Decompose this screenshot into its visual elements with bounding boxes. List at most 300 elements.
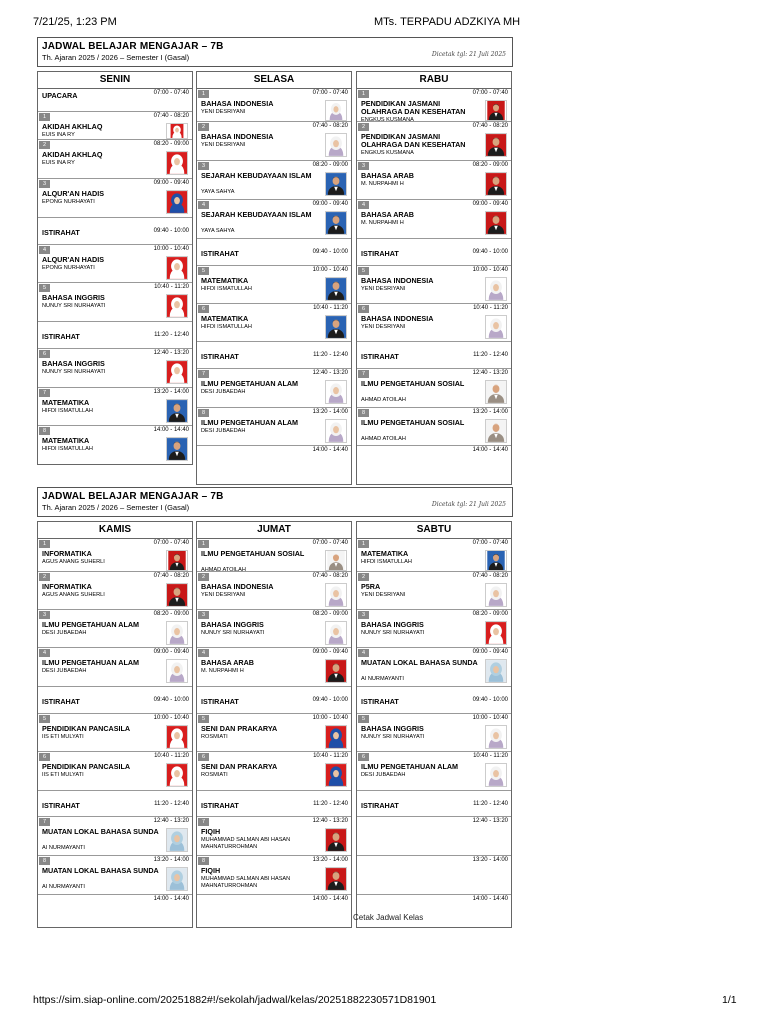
slot-time: 07:40 - 08:20 — [153, 113, 189, 119]
lesson-slot — [357, 89, 511, 122]
teacher-name: IIS ETI MULYATI — [42, 772, 84, 778]
slot-time: 07:40 - 08:20 — [312, 123, 348, 129]
lesson-slot — [357, 122, 511, 161]
slot-time: 14:00 - 14:40 — [312, 447, 348, 453]
slot-time: 11:20 - 12:40 — [154, 801, 189, 807]
subject-name: BAHASA INDONESIA — [361, 276, 434, 285]
slot-time: 13:20 - 14:00 — [312, 409, 348, 415]
subject-name: SEJARAH KEBUDAYAAN ISLAM — [201, 171, 312, 180]
subject-name: ALQUR'AN HADIS — [42, 189, 105, 198]
slot-time: 09:40 - 10:00 — [312, 249, 348, 255]
lesson-slot — [197, 161, 351, 200]
break-label: ISTIRAHAT — [201, 697, 239, 706]
subject-name: AKIDAH AKHLAQ — [42, 150, 103, 159]
subject-name: MATEMATIKA — [42, 436, 90, 445]
lesson-slot — [357, 572, 511, 610]
slot-number: 1 — [39, 113, 50, 121]
slot-number: 1 — [198, 90, 209, 98]
lesson-slot — [357, 408, 511, 446]
lesson-slot — [38, 140, 192, 179]
slot-number: 4 — [358, 649, 369, 657]
day-header: SELASA — [197, 72, 351, 89]
teacher-name: YENI DESRIYANI — [361, 324, 406, 330]
slot-time: 09:00 - 09:40 — [312, 649, 348, 655]
lesson-slot — [357, 895, 511, 927]
subject-name: FIQIH — [201, 827, 221, 836]
lesson-slot — [38, 714, 192, 752]
break-label: ISTIRAHAT — [42, 801, 80, 810]
teacher-name: HIFDI ISMATULLAH — [201, 324, 252, 330]
teacher-photo — [325, 277, 347, 301]
day-column-rabu — [356, 71, 512, 485]
slot-number: 6 — [39, 753, 50, 761]
day-header: SENIN — [38, 72, 192, 89]
lesson-slot — [357, 446, 511, 484]
slot-number: 1 — [358, 90, 369, 98]
schedule-subtitle: Th. Ajaran 2025 / 2026 – Semester I (Gasal) — [42, 503, 190, 512]
break-slot — [197, 342, 351, 369]
print-url: https://sim.siap-online.com/20251882#!/sekolah/jadwal/kelas/20251882230571D81901 — [33, 994, 437, 1006]
slot-number: 1 — [39, 540, 50, 548]
day-header: RABU — [357, 72, 511, 89]
lesson-slot — [357, 161, 511, 200]
lesson-slot — [38, 648, 192, 687]
slot-time: 07:00 - 07:40 — [472, 540, 508, 546]
teacher-photo — [166, 621, 188, 645]
slot-time: 09:40 - 10:00 — [472, 697, 508, 703]
lesson-slot — [38, 349, 192, 388]
day-column-kamis — [37, 521, 193, 928]
teacher-name: EPONG NURHAYATI — [42, 199, 95, 205]
break-slot — [197, 239, 351, 266]
slot-number: 8 — [198, 409, 209, 417]
subject-name: MUATAN LOKAL BAHASA SUNDA — [361, 658, 478, 667]
break-label: ISTIRAHAT — [361, 801, 399, 810]
break-slot — [38, 322, 192, 349]
slot-time: 10:00 - 10:40 — [472, 267, 508, 273]
slot-number: 4 — [39, 246, 50, 254]
break-label: ISTIRAHAT — [42, 332, 80, 341]
slot-time: 08:20 - 09:00 — [153, 141, 189, 147]
slot-number: 2 — [358, 123, 369, 131]
subject-name: UPACARA — [42, 91, 78, 100]
break-label: ISTIRAHAT — [201, 249, 239, 258]
lesson-slot — [197, 572, 351, 610]
slot-number: 4 — [198, 201, 209, 209]
slot-time: 12:40 - 13:20 — [472, 818, 508, 824]
teacher-name: DESI JUBAEDAH — [42, 630, 87, 636]
teacher-name: YAYA SAHYA — [201, 189, 235, 195]
slot-time: 14:00 - 14:40 — [472, 447, 508, 453]
teacher-photo — [166, 190, 188, 214]
teacher-photo — [485, 277, 507, 301]
day-header: JUMAT — [197, 522, 351, 539]
subject-name: MUATAN LOKAL BAHASA SUNDA — [42, 866, 159, 875]
lesson-slot — [197, 304, 351, 342]
slot-number: 4 — [39, 649, 50, 657]
print-class-schedule-link[interactable]: Cetak Jadwal Kelas — [353, 913, 424, 922]
lesson-slot — [38, 539, 192, 572]
teacher-photo — [166, 763, 188, 787]
subject-name: SEJARAH KEBUDAYAAN ISLAM — [201, 210, 312, 219]
teacher-name: M. NURPAHMI H — [361, 181, 404, 187]
day-header: SABTU — [357, 522, 511, 539]
lesson-slot — [357, 648, 511, 687]
slot-number: 4 — [198, 649, 209, 657]
teacher-name: DESI JUBAEDAH — [42, 668, 87, 674]
day-column-senin — [37, 71, 193, 465]
break-slot — [38, 687, 192, 714]
subject-name: ILMU PENGETAHUAN ALAM — [42, 658, 140, 667]
day-column-selasa — [196, 71, 352, 485]
slot-time: 08:20 - 09:00 — [312, 611, 348, 617]
lesson-slot — [357, 610, 511, 648]
slot-time: 14:00 - 14:40 — [153, 896, 189, 902]
slot-number: 3 — [358, 611, 369, 619]
slot-time: 09:00 - 09:40 — [472, 649, 508, 655]
teacher-name: ROSMIATI — [201, 772, 228, 778]
slot-time: 10:00 - 10:40 — [153, 715, 189, 721]
slot-number: 6 — [39, 350, 50, 358]
subject-name: ILMU PENGETAHUAN SOSIAL — [201, 549, 305, 558]
teacher-name: NUNUY SRI NURHAYATI — [361, 734, 425, 740]
lesson-slot — [38, 752, 192, 791]
teacher-name: AHMAD ATOILAH — [361, 397, 406, 403]
schedule-title: JADWAL BELAJAR MENGAJAR – 7B — [42, 41, 224, 52]
lesson-slot — [357, 856, 511, 895]
teacher-photo — [166, 256, 188, 280]
lesson-slot — [38, 89, 192, 112]
slot-time: 11:20 - 12:40 — [313, 352, 348, 358]
teacher-photo — [485, 172, 507, 196]
teacher-photo — [325, 419, 347, 443]
slot-time: 08:20 - 09:00 — [312, 162, 348, 168]
teacher-photo — [166, 583, 188, 607]
teacher-name: AGUS ANANG SUHERLI — [42, 592, 105, 598]
subject-name: BAHASA INDONESIA — [201, 582, 274, 591]
slot-time: 13:20 - 14:00 — [472, 857, 508, 863]
slot-time: 10:40 - 11:20 — [154, 284, 189, 290]
lesson-slot — [197, 752, 351, 791]
slot-time: 11:20 - 12:40 — [473, 801, 508, 807]
break-label: ISTIRAHAT — [201, 801, 239, 810]
subject-name: P5RA — [361, 582, 381, 591]
day-header: KAMIS — [38, 522, 192, 539]
slot-time: 09:00 - 09:40 — [472, 201, 508, 207]
teacher-photo — [325, 380, 347, 404]
slot-time: 14:00 - 14:40 — [472, 896, 508, 902]
teacher-photo — [485, 380, 507, 404]
teacher-name: DESI JUBAEDAH — [201, 428, 246, 434]
slot-time: 14:00 - 14:40 — [312, 896, 348, 902]
slot-number: 8 — [39, 427, 50, 435]
slot-time: 09:00 - 09:40 — [153, 649, 189, 655]
lesson-slot — [357, 304, 511, 342]
subject-name: ILMU PENGETAHUAN ALAM — [201, 379, 299, 388]
lesson-slot — [38, 112, 192, 140]
slot-number: 4 — [358, 201, 369, 209]
slot-time: 09:40 - 10:00 — [153, 697, 189, 703]
slot-time: 10:00 - 10:40 — [472, 715, 508, 721]
teacher-photo — [166, 725, 188, 749]
teacher-name: MUHAMMAD SALMAN ABI HASAN MAHNATURROHMAN — [201, 837, 291, 850]
slot-time: 07:00 - 07:40 — [312, 90, 348, 96]
slot-time: 11:20 - 12:40 — [313, 801, 348, 807]
slot-time: 12:40 - 13:20 — [312, 370, 348, 376]
lesson-slot — [197, 89, 351, 122]
schedule-header — [37, 37, 513, 67]
slot-time: 07:40 - 08:20 — [312, 573, 348, 579]
break-label: ISTIRAHAT — [42, 697, 80, 706]
day-column-sabtu — [356, 521, 512, 928]
slot-time: 09:40 - 10:00 — [312, 697, 348, 703]
slot-time: 08:20 - 09:00 — [153, 611, 189, 617]
print-page-number: 1/1 — [722, 994, 737, 1006]
teacher-name: DESI JUBAEDAH — [201, 389, 246, 395]
subject-name: INFORMATIKA — [42, 582, 92, 591]
teacher-name: YENI DESRIYANI — [361, 286, 406, 292]
teacher-photo — [325, 550, 347, 571]
slot-time: 09:40 - 10:00 — [153, 228, 189, 234]
teacher-photo — [485, 763, 507, 787]
teacher-photo — [485, 315, 507, 339]
teacher-photo — [485, 725, 507, 749]
slot-time: 11:20 - 12:40 — [473, 352, 508, 358]
slot-number: 8 — [358, 409, 369, 417]
subject-name: PENDIDIKAN PANCASILA — [42, 724, 131, 733]
lesson-slot — [357, 539, 511, 572]
teacher-photo — [166, 123, 188, 139]
lesson-slot — [197, 408, 351, 446]
subject-name: MATEMATIKA — [42, 398, 90, 407]
slot-time: 10:00 - 10:40 — [312, 715, 348, 721]
teacher-photo — [485, 550, 507, 571]
teacher-name: YENI DESRIYANI — [361, 592, 406, 598]
slot-time: 13:20 - 14:00 — [472, 409, 508, 415]
slot-number: 7 — [198, 370, 209, 378]
teacher-name: M. NURPAHMI H — [201, 668, 244, 674]
slot-time: 10:40 - 11:20 — [154, 753, 189, 759]
lesson-slot — [38, 572, 192, 610]
schedule-block-1 — [37, 37, 513, 453]
slot-time: 13:20 - 14:00 — [312, 857, 348, 863]
print-site-name: MTs. TERPADU ADZKIYA MH — [374, 16, 521, 28]
teacher-name: M. NURPAHMI H — [361, 220, 404, 226]
slot-time: 14:00 - 14:40 — [153, 427, 189, 433]
slot-number: 3 — [39, 180, 50, 188]
lesson-slot — [357, 817, 511, 856]
slot-number: 5 — [39, 715, 50, 723]
teacher-name: AI NURMAYANTI — [361, 676, 404, 682]
slot-time: 07:00 - 07:40 — [153, 540, 189, 546]
teacher-photo — [325, 583, 347, 607]
slot-time: 12:40 - 13:20 — [472, 370, 508, 376]
slot-number: 7 — [39, 818, 50, 826]
break-label: ISTIRAHAT — [42, 228, 80, 237]
subject-name: BAHASA INGGRIS — [361, 620, 424, 629]
schedule-block-2 — [37, 487, 513, 902]
break-slot — [357, 791, 511, 817]
teacher-photo — [485, 100, 507, 121]
slot-time: 10:40 - 11:20 — [313, 305, 348, 311]
slot-time: 12:40 - 13:20 — [153, 818, 189, 824]
teacher-photo — [325, 621, 347, 645]
slot-time: 10:00 - 10:40 — [153, 246, 189, 252]
slot-time: 12:40 - 13:20 — [153, 350, 189, 356]
slot-time: 09:40 - 10:00 — [472, 249, 508, 255]
teacher-name: AGUS ANANG SUHERLI — [42, 559, 105, 565]
subject-name: ILMU PENGETAHUAN SOSIAL — [361, 418, 465, 427]
lesson-slot — [357, 266, 511, 304]
slot-time: 11:20 - 12:40 — [154, 332, 189, 338]
subject-name: SENI DAN PRAKARYA — [201, 724, 278, 733]
slot-time: 07:40 - 08:20 — [153, 573, 189, 579]
lesson-slot — [197, 369, 351, 408]
teacher-photo — [325, 763, 347, 787]
slot-number: 3 — [39, 611, 50, 619]
print-datetime: 7/21/25, 1:23 PM — [33, 16, 117, 28]
slot-number: 2 — [358, 573, 369, 581]
teacher-photo — [485, 133, 507, 157]
teacher-photo — [166, 867, 188, 891]
break-label: ISTIRAHAT — [361, 697, 399, 706]
subject-name: BAHASA ARAB — [201, 658, 254, 667]
subject-name: BAHASA INGGRIS — [361, 724, 424, 733]
slot-time: 12:40 - 13:20 — [312, 818, 348, 824]
slot-number: 3 — [358, 162, 369, 170]
lesson-slot — [38, 388, 192, 426]
break-label: ISTIRAHAT — [361, 249, 399, 258]
schedule-header — [37, 487, 513, 517]
slot-number: 6 — [358, 753, 369, 761]
slot-number: 5 — [358, 715, 369, 723]
lesson-slot — [38, 610, 192, 648]
teacher-photo — [325, 100, 347, 121]
teacher-name: ENGKUS KUSMANA — [361, 150, 414, 156]
teacher-photo — [166, 828, 188, 852]
slot-number: 6 — [358, 305, 369, 313]
subject-name: INFORMATIKA — [42, 549, 92, 558]
teacher-name: EUIS INA RY — [42, 160, 75, 166]
slot-time: 08:20 - 09:00 — [472, 611, 508, 617]
slot-time: 13:20 - 14:00 — [153, 389, 189, 395]
subject-name: BAHASA ARAB — [361, 210, 414, 219]
teacher-photo — [485, 211, 507, 235]
lesson-slot — [357, 200, 511, 239]
printed-date: Dicetak tgl: 21 Juli 2025 — [431, 501, 506, 508]
subject-name: MATEMATIKA — [201, 276, 249, 285]
teacher-name: EUIS INA RY — [42, 132, 75, 138]
slot-number: 8 — [198, 857, 209, 865]
slot-number: 2 — [198, 123, 209, 131]
teacher-photo — [166, 550, 188, 571]
teacher-photo — [325, 867, 347, 891]
teacher-name: EPONG NURHAYATI — [42, 265, 95, 271]
lesson-slot — [197, 446, 351, 484]
slot-time: 10:40 - 11:20 — [313, 753, 348, 759]
lesson-slot — [197, 266, 351, 304]
lesson-slot — [197, 122, 351, 161]
teacher-name: HIFDI ISMATULLAH — [42, 408, 93, 414]
teacher-name: YENI DESRIYANI — [201, 142, 246, 148]
lesson-slot — [357, 369, 511, 408]
teacher-name: NUNUY SRI NURHAYATI — [361, 630, 425, 636]
teacher-photo — [325, 133, 347, 157]
slot-number: 5 — [358, 267, 369, 275]
lesson-slot — [197, 856, 351, 895]
printed-date: Dicetak tgl: 21 Juli 2025 — [431, 51, 506, 58]
slot-time: 10:00 - 10:40 — [312, 267, 348, 273]
lesson-slot — [197, 817, 351, 856]
slot-number: 3 — [198, 162, 209, 170]
teacher-photo — [166, 437, 188, 461]
slot-number: 6 — [198, 305, 209, 313]
subject-name: MUATAN LOKAL BAHASA SUNDA — [42, 827, 159, 836]
teacher-photo — [166, 294, 188, 318]
break-slot — [38, 791, 192, 817]
teacher-photo — [485, 583, 507, 607]
slot-number: 8 — [39, 857, 50, 865]
break-label: ISTIRAHAT — [201, 352, 239, 361]
subject-name: ILMU PENGETAHUAN ALAM — [201, 418, 299, 427]
subject-name: SENI DAN PRAKARYA — [201, 762, 278, 771]
teacher-name: HIFDI ISMATULLAH — [201, 286, 252, 292]
break-slot — [197, 687, 351, 714]
slot-number: 6 — [198, 753, 209, 761]
break-slot — [357, 687, 511, 714]
subject-name: BAHASA INDONESIA — [361, 314, 434, 323]
teacher-photo — [325, 725, 347, 749]
subject-name: PENDIDIKAN PANCASILA — [42, 762, 131, 771]
teacher-name: HIFDI ISMATULLAH — [361, 559, 412, 565]
break-slot — [38, 218, 192, 245]
slot-number: 7 — [358, 370, 369, 378]
teacher-name: NUNUY SRI NURHAYATI — [42, 303, 106, 309]
slot-time: 07:00 - 07:40 — [312, 540, 348, 546]
slot-time: 10:40 - 11:20 — [473, 753, 508, 759]
slot-time: 07:00 - 07:40 — [153, 90, 189, 96]
teacher-photo — [325, 172, 347, 196]
lesson-slot — [197, 895, 351, 927]
teacher-name: NUNUY SRI NURHAYATI — [42, 369, 106, 375]
lesson-slot — [38, 856, 192, 895]
slot-time: 10:40 - 11:20 — [473, 305, 508, 311]
lesson-slot — [197, 539, 351, 572]
subject-name: BAHASA INGGRIS — [42, 359, 105, 368]
subject-name: PENDIDIKAN JASMANI OLAHRAGA DAN KESEHATAN — [361, 99, 466, 116]
subject-name: FIQIH — [201, 866, 221, 875]
teacher-name: AHMAD ATOILAH — [201, 567, 246, 573]
teacher-name: AI NURMAYANTI — [42, 884, 85, 890]
teacher-photo — [166, 399, 188, 423]
teacher-photo — [485, 659, 507, 683]
slot-time: 07:40 - 08:20 — [472, 573, 508, 579]
subject-name: BAHASA INDONESIA — [201, 99, 274, 108]
teacher-photo — [325, 211, 347, 235]
slot-number: 2 — [198, 573, 209, 581]
day-column-jumat — [196, 521, 352, 928]
teacher-name: YAYA SAHYA — [201, 228, 235, 234]
slot-number: 7 — [198, 818, 209, 826]
schedule-title: JADWAL BELAJAR MENGAJAR – 7B — [42, 491, 224, 502]
subject-name: MATEMATIKA — [361, 549, 409, 558]
lesson-slot — [197, 200, 351, 239]
break-label: ISTIRAHAT — [361, 352, 399, 361]
lesson-slot — [38, 817, 192, 856]
subject-name: ILMU PENGETAHUAN ALAM — [42, 620, 140, 629]
subject-name: MATEMATIKA — [201, 314, 249, 323]
break-slot — [357, 342, 511, 369]
